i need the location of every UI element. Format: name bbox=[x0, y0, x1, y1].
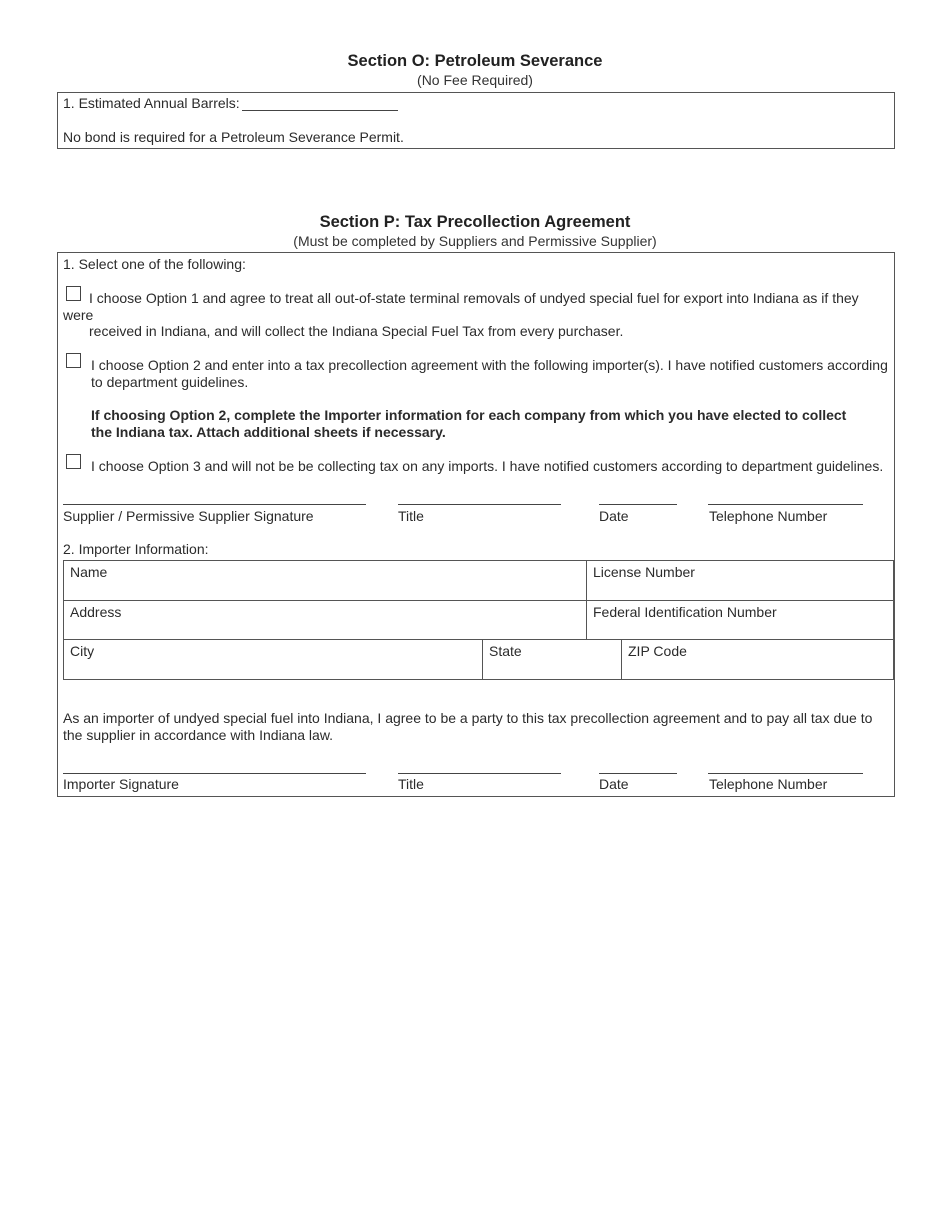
importer-zip-label: ZIP Code bbox=[628, 643, 687, 659]
option-1-text-line2: were bbox=[63, 307, 94, 323]
estimated-barrels-field[interactable] bbox=[242, 110, 398, 111]
option-1-checkbox[interactable] bbox=[66, 286, 81, 301]
importer-address-label: Address bbox=[70, 604, 122, 620]
option-1-text-line3: received in Indiana, and will collect the Indiana Special Fuel Tax from every purchaser. bbox=[89, 323, 624, 339]
option-2-note-line1: If choosing Option 2, complete the Importer information for each company from which you have elected to collect bbox=[91, 407, 847, 423]
importer-fein-cell[interactable] bbox=[586, 600, 894, 640]
importer-name-cell[interactable] bbox=[63, 560, 587, 601]
option-3-text: I choose Option 3 and will not be be collecting tax on any imports. I have notified customers according to department guidelines. bbox=[91, 458, 884, 474]
importer-fein-label: Federal Identification Number bbox=[593, 604, 777, 620]
supplier-title-label: Title bbox=[398, 508, 424, 524]
importer-city-label: City bbox=[70, 643, 95, 659]
supplier-date-line[interactable] bbox=[599, 504, 677, 505]
supplier-signature-label: Supplier / Permissive Supplier Signature bbox=[63, 508, 314, 524]
option-2-text-line1: I choose Option 2 and enter into a tax precollection agreement with the following importer(s). I have notified customers according bbox=[91, 357, 888, 373]
importer-info-label: 2. Importer Information: bbox=[63, 541, 209, 557]
agreement-text-line2: the supplier in accordance with Indiana law. bbox=[63, 727, 334, 743]
supplier-signature-line[interactable] bbox=[63, 504, 366, 505]
importer-table bbox=[63, 560, 894, 680]
importer-state-label: State bbox=[489, 643, 522, 659]
no-bond-note: No bond is required for a Petroleum Severance Permit. bbox=[63, 129, 404, 145]
importer-city-cell[interactable] bbox=[63, 639, 483, 680]
supplier-phone-label: Telephone Number bbox=[709, 508, 828, 524]
section-p-subtitle: (Must be completed by Suppliers and Permissive Supplier) bbox=[293, 233, 657, 249]
estimated-barrels-label: 1. Estimated Annual Barrels: bbox=[63, 95, 240, 111]
agreement-text-line1: As an importer of undyed special fuel into Indiana, I agree to be a party to this tax precollection agreement and to pay all tax due to bbox=[63, 710, 873, 726]
option-1-text-line1: I choose Option 1 and agree to treat all out-of-state terminal removals of undyed special fuel for export into Indiana as if they bbox=[89, 290, 859, 306]
importer-phone-label: Telephone Number bbox=[709, 776, 828, 792]
importer-state-cell[interactable] bbox=[482, 639, 622, 680]
option-2-text-line2: to department guidelines. bbox=[91, 374, 249, 390]
option-2-note-line2: the Indiana tax. Attach additional sheets if necessary. bbox=[91, 424, 446, 440]
select-one-label: 1. Select one of the following: bbox=[63, 256, 246, 272]
importer-zip-cell[interactable] bbox=[621, 639, 894, 680]
section-p-box bbox=[57, 252, 895, 797]
section-o-subtitle: (No Fee Required) bbox=[417, 72, 533, 88]
importer-signature-label: Importer Signature bbox=[63, 776, 179, 792]
importer-date-line[interactable] bbox=[599, 773, 677, 774]
section-o-box bbox=[57, 92, 895, 149]
supplier-title-line[interactable] bbox=[398, 504, 561, 505]
importer-phone-line[interactable] bbox=[708, 773, 863, 774]
importer-title-label: Title bbox=[398, 776, 424, 792]
importer-signature-line[interactable] bbox=[63, 773, 366, 774]
importer-license-cell[interactable] bbox=[586, 560, 894, 601]
importer-title-line[interactable] bbox=[398, 773, 561, 774]
section-o-title: Section O: Petroleum Severance bbox=[347, 52, 603, 70]
option-2-checkbox[interactable] bbox=[66, 353, 81, 368]
importer-name-label: Name bbox=[70, 564, 108, 580]
importer-date-label: Date bbox=[599, 776, 629, 792]
option-3-checkbox[interactable] bbox=[66, 454, 81, 469]
importer-license-label: License Number bbox=[593, 564, 695, 580]
supplier-phone-line[interactable] bbox=[708, 504, 863, 505]
supplier-date-label: Date bbox=[599, 508, 629, 524]
section-p-title: Section P: Tax Precollection Agreement bbox=[319, 213, 631, 231]
importer-address-cell[interactable] bbox=[63, 600, 587, 640]
